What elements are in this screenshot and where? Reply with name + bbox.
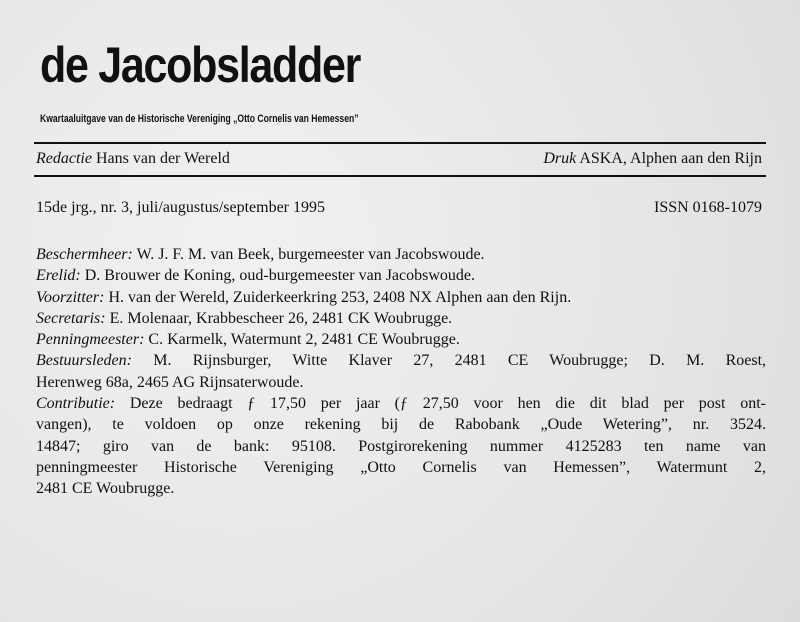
secretary-label: Secretaris: [36,309,106,327]
members-line [36,350,766,371]
members-text-1: M. Rijnsburger, Witte Klaver 27, 2481 CE Woubrugge; D. M. Roest, [153,352,767,370]
members-label: Bestuursleden: [36,352,132,370]
dues-line-3: 14847; giro van de bank: 95108. Postgirorekening nummer 4125283 ten name van [36,437,766,455]
members-line-2: Herenweg 68a, 2465 AG Rijnsaterwoude. [36,373,304,391]
dues-line-2: vangen), te voldoen op onze rekening bij de Rabobank „Oude Wetering”, nr. 3524. [36,416,766,434]
dues-line-4: penningmeester Historische Vereniging „Otto Cornelis van Hemessen”, Watermunt 2, [36,458,766,476]
printer-credit [543,150,762,168]
dues-line-5: 2481 CE Woubrugge. [36,480,175,498]
issue-row [36,199,762,217]
editor-credit [36,150,230,168]
honorary-line [36,265,766,286]
chair-text: H. van der Wereld, Zuiderkeerkring 253, 2408 NX Alphen aan den Rijn. [108,288,572,306]
dues-label: Contributie: [36,395,116,413]
printer-name: ASKA, Alphen aan den Rijn [579,150,762,167]
patron-label: Beschermheer: [36,246,133,263]
patron-text: W. J. F. M. van Beek, burgemeester van Jacobswoude. [136,246,485,263]
treasurer-line [36,329,766,350]
treasurer-text: C. Karmelk, Watermunt 2, 2481 CE Woubrugge. [148,331,460,349]
editor-name: Hans van der Wereld [95,150,230,167]
treasurer-label: Penningmeester: [36,331,145,349]
bottom-divider [34,175,766,177]
credits-row [36,150,762,168]
top-divider [34,142,766,144]
dues-line [36,393,766,414]
issn: ISSN 0168-1079 [653,199,762,216]
issue-info: 15de jrg., nr. 3, juli/augustus/september 1995 [36,199,326,216]
chair-line [36,287,766,308]
honorary-label: Erelid: [36,267,81,285]
secretary-line [36,308,766,329]
masthead-title: de Jacobsladder [40,37,361,93]
secretary-text: E. Molenaar, Krabbescheer 26, 2481 CK Woubrugge. [109,309,453,327]
editor-label: Redactie [36,150,92,167]
board-listing [36,244,766,500]
masthead-subtitle: Kwartaaluitgave van de Historische Vereniging „Otto Cornelis van Hemessen” [40,113,359,125]
honorary-text: D. Brouwer de Koning, oud-burgemeester van Jacobswoude. [84,267,476,285]
printer-label: Druk [543,150,577,167]
dues-text-1: Deze bedraagt ƒ 17,50 per jaar (ƒ 27,50 voor hen die dit blad per post ont- [129,395,766,413]
chair-label: Voorzitter: [36,288,105,306]
patron-line [36,244,766,265]
